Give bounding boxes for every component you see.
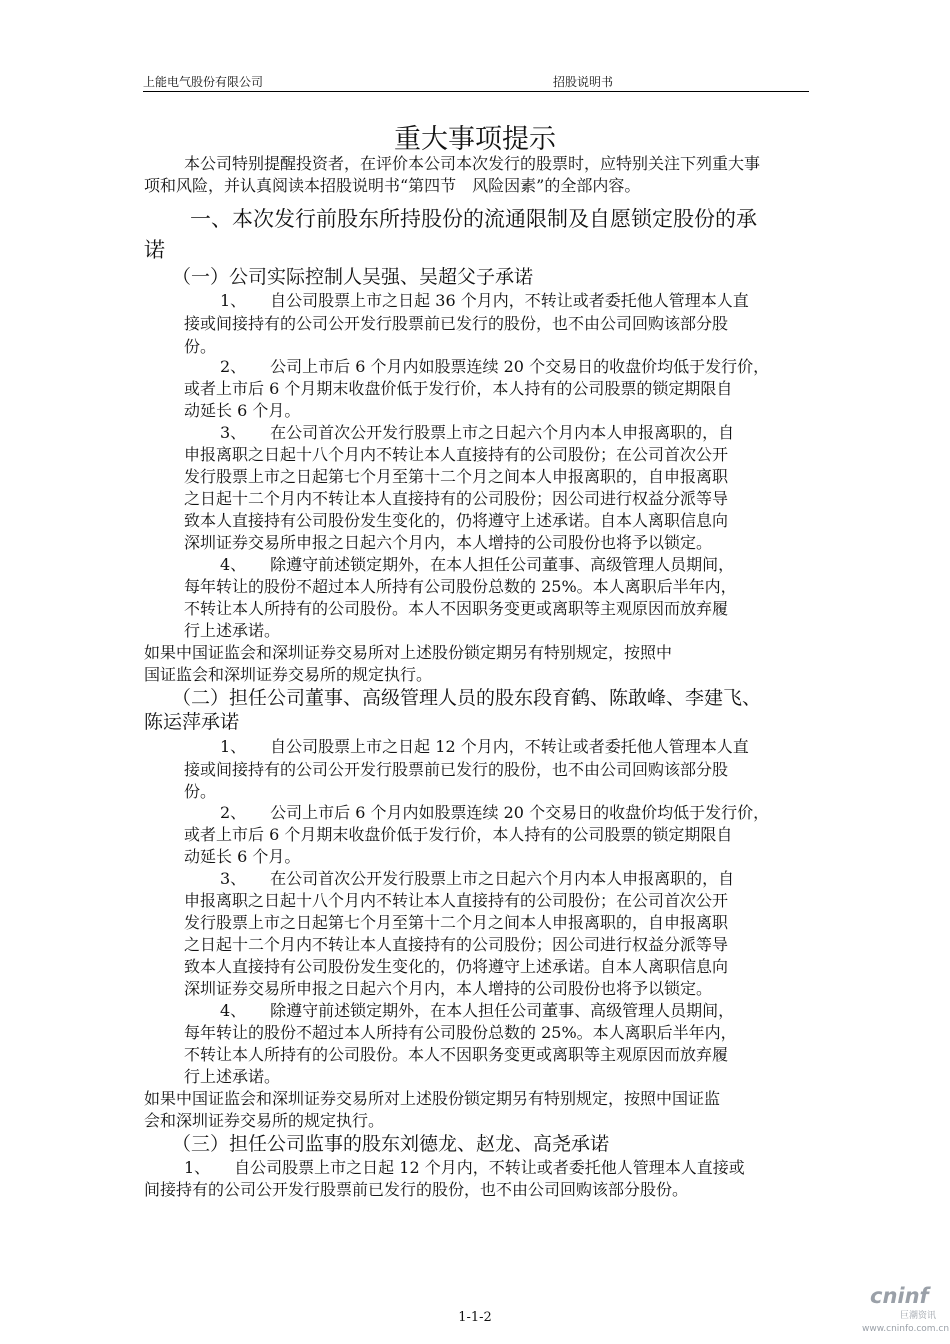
paragraph-line: 3、 在公司首次公开发行股票上市之日起六个月内本人申报离职的，自 <box>220 869 735 888</box>
paragraph-line: 会和深圳证券交易所的规定执行。 <box>144 1111 385 1130</box>
subsection-heading: 陈运萍承诺 <box>144 711 240 733</box>
paragraph-line: 发行股票上市之日起第七个月至第十二个月之间本人申报离职的，自申报离职 <box>184 467 729 486</box>
paragraph-line: 不转让本人所持有的公司股份。本人不因职务变更或离职等主观原因而放弃履 <box>184 599 729 618</box>
logo-url: www.cninfo.com.cn <box>862 1324 950 1334</box>
header-doc-type: 招股说明书 <box>553 75 614 89</box>
logo-chinese-name: 巨潮资讯 <box>900 1311 937 1321</box>
paragraph-line: 2、 公司上市后 6 个月内如股票连续 20 个交易日的收盘价均低于发行价， <box>220 803 770 822</box>
paragraph-line: 1、 自公司股票上市之日起 36 个月内，不转让或者委托他人管理本人直 <box>220 291 749 310</box>
intro-line: 项和风险，并认真阅读本招股说明书“第四节 风险因素”的全部内容。 <box>144 176 641 195</box>
intro-line: 本公司特别提醒投资者，在评价本公司本次发行的股票时，应特别关注下列重大事 <box>184 154 761 173</box>
paragraph-line: 3、 在公司首次公开发行股票上市之日起六个月内本人申报离职的，自 <box>220 423 735 442</box>
paragraph-line: 接或间接持有的公司公开发行股票前已发行的股份，也不由公司回购该部分股 <box>184 760 729 779</box>
page-header <box>143 71 809 92</box>
paragraph-line: 申报离职之日起十八个月内不转让本人直接持有的公司股份；在公司首次公开 <box>184 445 729 464</box>
paragraph-line: 间接持有的公司公开发行股票前已发行的股份，也不由公司回购该部分股份。 <box>144 1180 689 1199</box>
paragraph-line: 2、 公司上市后 6 个月内如股票连续 20 个交易日的收盘价均低于发行价， <box>220 357 770 376</box>
paragraph-line: 致本人直接持有公司股份发生变化的，仍将遵守上述承诺。自本人离职信息向 <box>184 511 729 530</box>
paragraph-line: 行上述承诺。 <box>184 621 281 640</box>
page-number: 1-1-2 <box>458 1310 492 1325</box>
paragraph-line: 每年转让的股份不超过本人所持有公司股份总数的 25%。本人离职后半年内， <box>184 577 737 596</box>
paragraph-line: 之日起十二个月内不转让本人直接持有的公司股份；因公司进行权益分派等导 <box>184 935 729 954</box>
paragraph-line: 或者上市后 6 个月期末收盘价低于发行价，本人持有的公司股票的锁定期限自 <box>184 379 733 398</box>
paragraph-line: 每年转让的股份不超过本人所持有公司股份总数的 25%。本人离职后半年内， <box>184 1023 737 1042</box>
paragraph-line: 动延长 6 个月。 <box>184 401 301 420</box>
logo-mark: cninf <box>870 1284 929 1308</box>
paragraph-line: 1、 自公司股票上市之日起 12 个月内，不转让或者委托他人管理本人直接或 <box>184 1158 745 1177</box>
section-heading: 诺 <box>144 238 165 262</box>
paragraph-line: 不转让本人所持有的公司股份。本人不因职务变更或离职等主观原因而放弃履 <box>184 1045 729 1064</box>
paragraph-line: 国证监会和深圳证券交易所的规定执行。 <box>144 665 433 684</box>
subsection-heading: （三）担任公司监事的股东刘德龙、赵龙、高尧承诺 <box>172 1133 610 1155</box>
paragraph-line: 动延长 6 个月。 <box>184 847 301 866</box>
paragraph-line: 行上述承诺。 <box>184 1067 281 1086</box>
paragraph-line: 接或间接持有的公司公开发行股票前已发行的股份，也不由公司回购该部分股 <box>184 314 729 333</box>
paragraph-line: 发行股票上市之日起第七个月至第十二个月之间本人申报离职的，自申报离职 <box>184 913 729 932</box>
paragraph-line: 份。 <box>184 337 217 356</box>
paragraph-line: 深圳证券交易所申报之日起六个月内，本人增持的公司股份也将予以锁定。 <box>184 979 713 998</box>
subsection-heading: （二）担任公司董事、高级管理人员的股东段育鹤、陈敢峰、李建飞、 <box>172 687 762 709</box>
paragraph-line: 1、 自公司股票上市之日起 12 个月内，不转让或者委托他人管理本人直 <box>220 737 749 756</box>
paragraph-line: 4、 除遵守前述锁定期外，在本人担任公司董事、高级管理人员期间， <box>220 1001 735 1020</box>
paragraph-line: 4、 除遵守前述锁定期外，在本人担任公司董事、高级管理人员期间， <box>220 555 735 574</box>
subsection-heading: （一）公司实际控制人吴强、吴超父子承诺 <box>172 266 534 288</box>
paragraph-line: 如果中国证监会和深圳证券交易所对上述股份锁定期另有特别规定，按照中 <box>144 643 673 662</box>
paragraph-line: 申报离职之日起十八个月内不转让本人直接持有的公司股份；在公司首次公开 <box>184 891 729 910</box>
page-title: 重大事项提示 <box>394 124 556 155</box>
paragraph-line: 致本人直接持有公司股份发生变化的，仍将遵守上述承诺。自本人离职信息向 <box>184 957 729 976</box>
header-company: 上能电气股份有限公司 <box>143 75 264 89</box>
paragraph-line: 之日起十二个月内不转让本人直接持有的公司股份；因公司进行权益分派等导 <box>184 489 729 508</box>
section-heading: 一、本次发行前股东所持股份的流通限制及自愿锁定股份的承 <box>190 207 757 231</box>
paragraph-line: 份。 <box>184 782 217 801</box>
paragraph-line: 或者上市后 6 个月期末收盘价低于发行价，本人持有的公司股票的锁定期限自 <box>184 825 733 844</box>
paragraph-line: 如果中国证监会和深圳证券交易所对上述股份锁定期另有特别规定，按照中国证监 <box>144 1089 721 1108</box>
paragraph-line: 深圳证券交易所申报之日起六个月内，本人增持的公司股份也将予以锁定。 <box>184 533 713 552</box>
